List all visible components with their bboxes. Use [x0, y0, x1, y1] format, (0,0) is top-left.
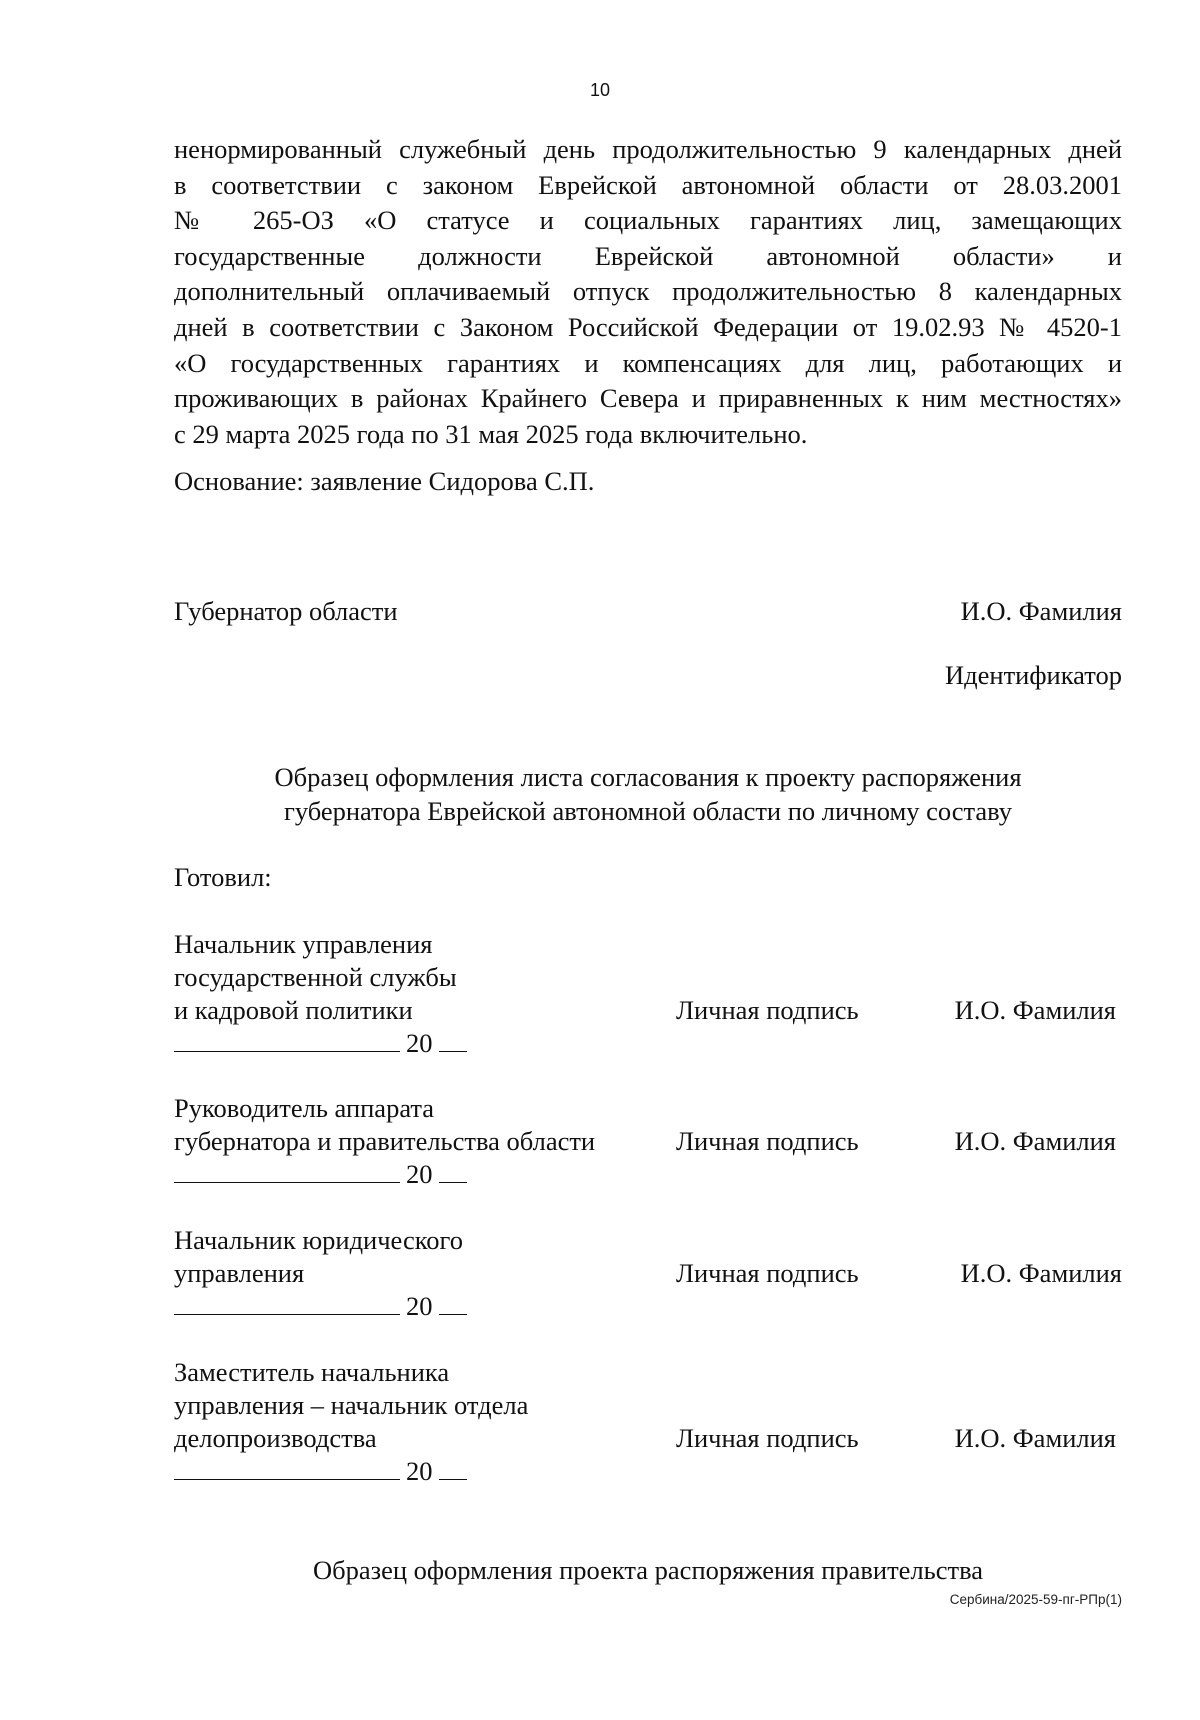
page-number [0, 80, 1200, 101]
document-code: Сербина/2025-59-пг-РПр(1) [949, 1592, 1122, 1607]
date-blank [174, 1029, 400, 1052]
approval-sheet-title-line: Образец оформления листа согласования к проекту распоряжения [274, 762, 1022, 792]
approval-entry [174, 1356, 1122, 1488]
approval-sign-label: Личная подпись [676, 1126, 859, 1156]
governor-position: Губернатор области [174, 596, 398, 626]
body-line: в соответствии с законом Еврейской автономной области от 28.03.2001 [174, 169, 1122, 200]
approval-position-line: губернатора и правительства области [174, 1126, 596, 1156]
year-blank [439, 1160, 467, 1183]
approval-position-line: Заместитель начальника [174, 1357, 450, 1387]
year-prefix: 20 [406, 1159, 433, 1189]
approval-date-line [174, 1290, 1122, 1323]
page-number-text: 10 [589, 80, 611, 100]
approval-name: И.О. Фамилия [954, 995, 1116, 1025]
approval-position-line: управления – начальник отдела [174, 1390, 529, 1420]
approval-sign-label: Личная подпись [676, 995, 859, 1025]
approval-position-line: и кадровой политики [174, 995, 413, 1025]
body-line: дополнительный оплачиваемый отпуск продолжительностью 8 календарных [174, 276, 1122, 307]
approval-entry [174, 928, 1122, 1060]
approval-position-line: Руководитель аппарата [174, 1093, 435, 1123]
year-blank [439, 1029, 467, 1052]
approval-date-line [174, 1027, 1122, 1060]
approval-date-line [174, 1455, 1122, 1488]
approval-sheet-title-line: губернатора Еврейской автономной области по личному составу [283, 796, 1013, 826]
body-line: № 265-ОЗ «О статусе и социальных гарантиях лиц, замещающих [174, 205, 1122, 236]
body-paragraph [174, 132, 1122, 452]
next-section-title: Образец оформления проекта распоряжения правительства [312, 1555, 984, 1585]
approval-position-line: Начальник управления [174, 929, 433, 959]
prepared-label: Готовил: [174, 862, 272, 892]
year-prefix: 20 [406, 1456, 433, 1486]
body-line: «О государственных гарантиях и компенсациях для лиц, работающих и [174, 347, 1122, 378]
year-blank [439, 1457, 467, 1480]
basis-text: Основание: заявление Сидорова С.П. [174, 466, 595, 496]
year-prefix: 20 [406, 1028, 433, 1058]
year-blank [439, 1292, 467, 1315]
year-prefix: 20 [406, 1291, 433, 1321]
approval-entry [174, 1224, 1122, 1323]
body-line: дней в соответствии с Законом Российской Федерации от 19.02.93 № 4520-1 [174, 311, 1122, 342]
body-line: с 29 марта 2025 года по 31 мая 2025 года включительно. [174, 418, 808, 449]
date-blank [174, 1160, 400, 1183]
governor-name: И.О. Фамилия [960, 596, 1122, 626]
approval-name: И.О. Фамилия [960, 1258, 1122, 1288]
approval-name: И.О. Фамилия [954, 1126, 1116, 1156]
approval-name: И.О. Фамилия [954, 1423, 1116, 1453]
date-blank [174, 1292, 400, 1315]
approval-sheet-title [174, 760, 1122, 828]
approval-sign-label: Личная подпись [676, 1423, 859, 1453]
body-line: проживающих в районах Крайнего Севера и приравненных к ним местностях» [174, 383, 1122, 414]
signature-identifier: Идентификатор [945, 660, 1122, 690]
approval-position-line: Начальник юридического [174, 1225, 463, 1255]
approval-sign-label: Личная подпись [676, 1258, 859, 1288]
date-blank [174, 1457, 400, 1480]
body-line: государственные должности Еврейской автономной области» и [174, 240, 1122, 271]
approval-entry [174, 1092, 1122, 1191]
approval-position-line: управления [174, 1258, 305, 1288]
approval-position-line: делопроизводства [174, 1423, 377, 1453]
body-line: ненормированный служебный день продолжительностью 9 календарных дней [174, 134, 1122, 164]
approval-position-line: государственной службы [174, 962, 457, 992]
approval-date-line [174, 1158, 1122, 1191]
